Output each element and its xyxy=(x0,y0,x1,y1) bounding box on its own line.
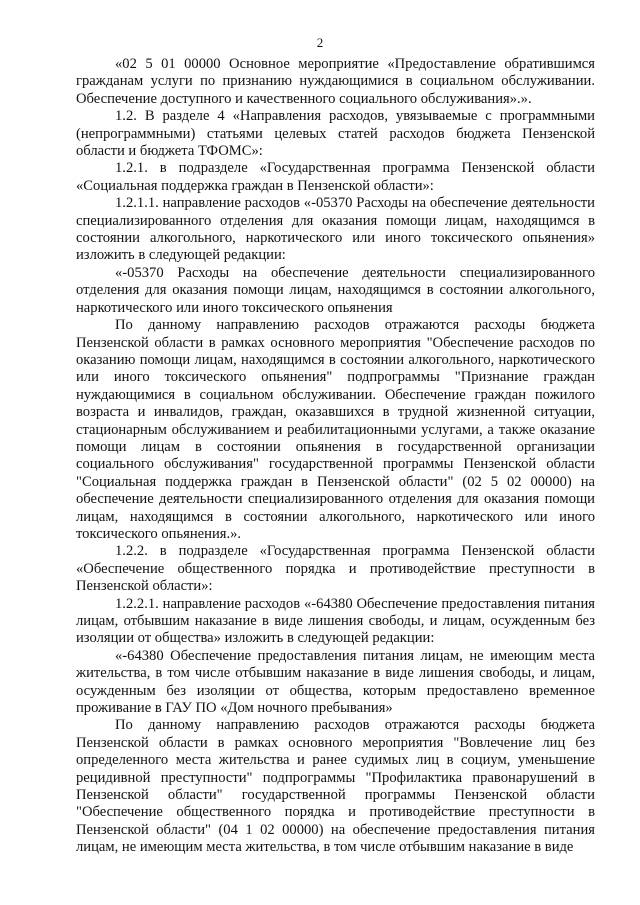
document-body xyxy=(76,56,595,857)
paragraph-activity-02-5-01: «02 5 01 00000 Основное мероприятие «Предоставление обратившимся гражданам услуги по признанию нуждающимися в социальном обслуживании. Обеспечение доступного и качественного социального обслуживания».». xyxy=(76,56,595,107)
paragraph-item-1-2-1-1: 1.2.1.1. направление расходов «-05370 Расходы на обеспечение деятельности специализированного отделения для оказания помощи лицам, находящимся в состоянии алкогольного, наркотического или иного токсического опьянения» изложить в следующей редакции: xyxy=(76,195,595,264)
paragraph-expense-description-2: По данному направлению расходов отражаются расходы бюджета Пензенской области в рамках основного мероприятия "Вовлечение лиц без определенного места жительства и ранее судимых лиц в социум, уменьшение рецидивной преступности" подпрограммы "Профилактика правонарушений в Пензенской области" государственной программы Пензенской области "Обеспечение общественного порядка и противодействие преступности в Пензенской области" (04 1 02 00000) на обеспечение предоставления питания лицам, не имеющим места жительства, в том числе отбывшим наказание в виде xyxy=(76,717,595,856)
paragraph-item-1-2-2-1: 1.2.2.1. направление расходов «-64380 Обеспечение предоставления питания лицам, отбывшим наказание в виде лишения свободы, и лицам, осужденным без изоляции от общества» изложить в следующей редакции: xyxy=(76,595,595,647)
paragraph-section-1-2: 1.2. В разделе 4 «Направления расходов, увязываемые с программными (непрограммными) статьями целевых статей расходов бюджета Пензенской области и бюджета ТФОМС»: xyxy=(76,108,595,160)
paragraph-subsection-1-2-1: 1.2.1. в подразделе «Государственная программа Пензенской области «Социальная поддержка граждан в Пензенской области»: xyxy=(76,160,595,194)
paragraph-expense-description-1: По данному направлению расходов отражаются расходы бюджета Пензенской области в рамках основного мероприятия "Обеспечение расходов по оказанию помощи лицам, находящимся в состоянии алкогольного, наркотического или иного токсического опьянения" подпрограммы "Признание граждан нуждающимися в социальном обслуживании. Обеспечение граждан пожилого возраста и инвалидов, граждан, оказавшихся в трудной жизненной ситуации, стационарным обслуживанием и реабилитационными услугами, а также оказание помощи лицам в состоянии опьянения в государственной организации социального обслуживания" государственной программы Пензенской области "Социальная поддержка граждан в Пензенской области" (02 5 02 00000) на обеспечение деятельности специализированного отделения для оказания помощи лицам, находящимся в состоянии алкогольного, наркотического или иного токсического опьянения.». xyxy=(76,317,595,542)
paragraph-code-64380: «-64380 Обеспечение предоставления питания лицам, не имеющим места жительства, в том числе отбывшим наказание в виде лишения свободы, и лицам, осужденным без изоляции от общества, которым предоставлено временное проживание в ГАУ ПО «Дом ночного пребывания» xyxy=(76,647,595,717)
paragraph-code-05370: «-05370 Расходы на обеспечение деятельности специализированного отделения для оказания помощи лицам, находящимся в состоянии алкогольного, наркотического или иного токсического опьянения xyxy=(76,264,595,316)
paragraph-subsection-1-2-2: 1.2.2. в подразделе «Государственная программа Пензенской области «Обеспечение общественного порядка и противодействие преступности в Пензенской области»: xyxy=(76,543,595,595)
page-number: 2 xyxy=(316,35,324,50)
